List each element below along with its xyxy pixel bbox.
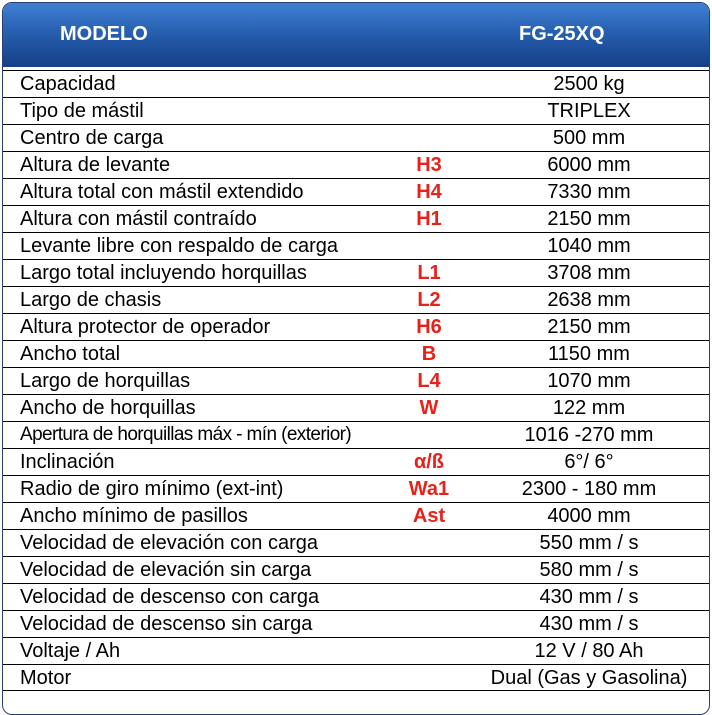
spec-label: Velocidad de elevación sin carga (20, 559, 312, 581)
spec-code: H6 (416, 316, 442, 338)
model-header-label: MODELO (60, 23, 148, 45)
spec-value: 2300 - 180 mm (521, 478, 657, 500)
table-row (3, 286, 709, 313)
spec-value: 2638 mm (547, 289, 631, 311)
table-row (3, 340, 709, 367)
table-row (3, 637, 709, 664)
spec-label: Radio de giro mínimo (ext-int) (20, 478, 284, 500)
spec-value: 6000 mm (547, 154, 631, 176)
spec-value: 122 mm (552, 397, 626, 419)
spec-code: Ast (412, 505, 446, 527)
spec-label: Apertura de horquillas máx - mín (exterior) (20, 424, 352, 445)
table-row (3, 70, 709, 97)
spec-label: Motor (20, 667, 72, 689)
spec-code: H4 (416, 181, 442, 203)
spec-label: Capacidad (20, 73, 116, 95)
spec-value: 12 V / 80 Ah (534, 640, 644, 662)
table-row (3, 205, 709, 232)
spec-value: 1070 mm (547, 370, 631, 392)
spec-code: H3 (416, 154, 442, 176)
spec-code: L2 (417, 289, 441, 311)
spec-code: α/ß (413, 451, 445, 473)
spec-value: 430 mm / s (539, 613, 639, 635)
table-row (3, 664, 709, 691)
spec-value: TRIPLEX (547, 100, 631, 122)
spec-label: Altura protector de operador (20, 316, 271, 338)
spec-value: 6°/ 6° (564, 451, 614, 473)
spec-label: Velocidad de descenso con carga (20, 586, 320, 608)
spec-table-frame (2, 2, 710, 715)
table-row (3, 556, 709, 583)
spec-code: W (419, 397, 439, 419)
table-row (3, 529, 709, 556)
table-row (3, 610, 709, 637)
table-row (3, 151, 709, 178)
spec-code: Wa1 (408, 478, 450, 500)
spec-label: Voltaje / Ah (20, 640, 121, 662)
spec-value: 3708 mm (547, 262, 631, 284)
table-row (3, 232, 709, 259)
spec-label: Ancho total (20, 343, 121, 365)
spec-value: 7330 mm (547, 181, 631, 203)
spec-value: 580 mm / s (539, 559, 639, 581)
spec-value: 430 mm / s (539, 586, 639, 608)
spec-label: Inclinación (20, 451, 115, 473)
spec-label: Levante libre con respaldo de carga (20, 235, 338, 257)
spec-label: Ancho mínimo de pasillos (20, 505, 248, 527)
spec-label: Largo total incluyendo horquillas (20, 262, 307, 284)
table-row (3, 475, 709, 502)
table-row (3, 124, 709, 151)
spec-value: 1016 -270 mm (524, 424, 654, 446)
spec-label: Velocidad de descenso sin carga (20, 613, 313, 635)
spec-code: L1 (417, 262, 441, 284)
table-row (3, 502, 709, 529)
spec-label: Largo de chasis (20, 289, 162, 311)
table-row (3, 259, 709, 286)
spec-value: 2500 kg (553, 73, 625, 95)
table-row (3, 448, 709, 475)
table-header (3, 3, 709, 67)
table-row (3, 421, 709, 448)
table-row (3, 583, 709, 610)
spec-code: B (421, 343, 437, 365)
table-row (3, 394, 709, 421)
spec-value: 4000 mm (547, 505, 631, 527)
model-header-value: FG-25XQ (519, 23, 605, 45)
spec-label: Centro de carga (20, 127, 164, 149)
spec-code: L4 (417, 370, 441, 392)
spec-code: H1 (416, 208, 442, 230)
spec-label: Ancho de horquillas (20, 397, 196, 419)
table-row (3, 97, 709, 124)
spec-label: Tipo de mástil (20, 100, 144, 122)
spec-label: Altura con mástil contraído (20, 208, 257, 230)
spec-label: Altura total con mástil extendido (20, 181, 304, 203)
table-row (3, 313, 709, 340)
spec-value: 550 mm / s (539, 532, 639, 554)
spec-label: Largo de horquillas (20, 370, 191, 392)
spec-label: Altura de levante (20, 154, 171, 176)
spec-value: 2150 mm (547, 316, 631, 338)
spec-value: 1040 mm (547, 235, 631, 257)
spec-label: Velocidad de elevación con carga (20, 532, 318, 554)
spec-value: 1150 mm (548, 343, 630, 365)
spec-value: Dual (Gas y Gasolina) (490, 667, 688, 689)
spec-value: 500 mm (552, 127, 626, 149)
spec-table (3, 70, 709, 691)
spec-value: 2150 mm (547, 208, 631, 230)
table-row (3, 367, 709, 394)
table-row (3, 178, 709, 205)
